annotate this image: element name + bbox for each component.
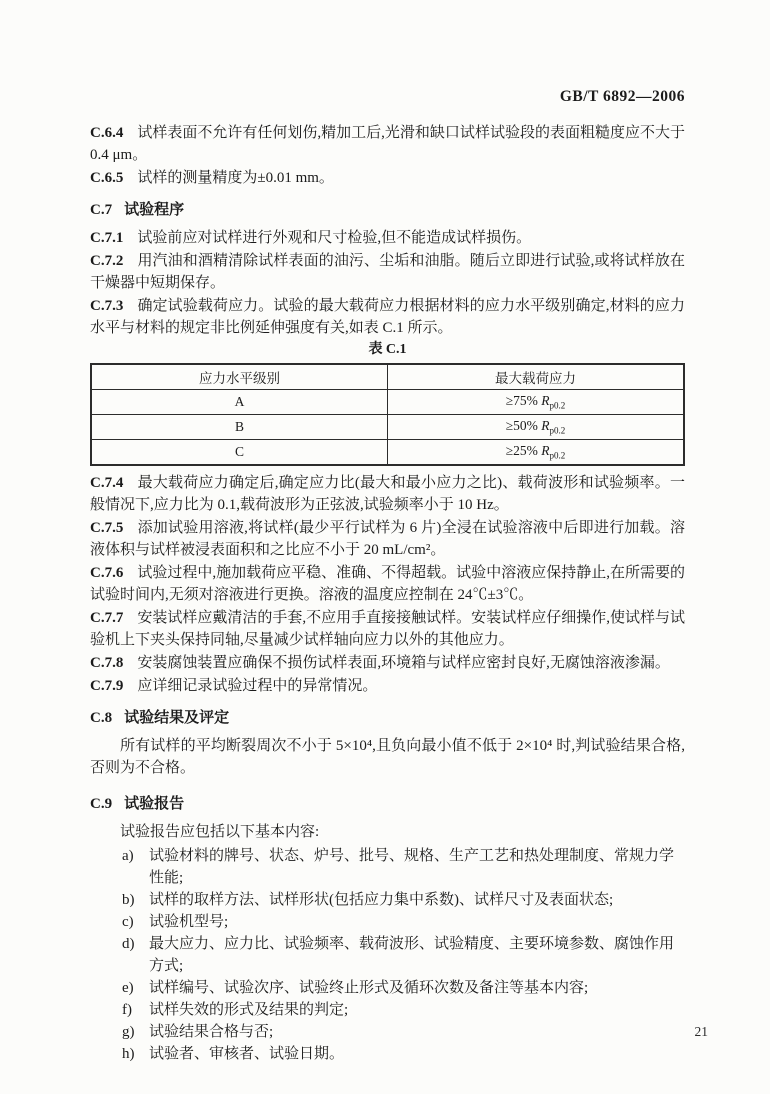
- r-subscript: p0.2: [549, 450, 566, 461]
- list-item-f: [90, 999, 685, 1021]
- list-marker: f): [122, 1002, 132, 1018]
- clause-number: C.7.7: [90, 610, 124, 626]
- list-item-b: [90, 889, 685, 911]
- table-header-max-load-stress: 最大载荷应力: [388, 364, 685, 390]
- doc-code: GB/T 6892—2006: [559, 88, 685, 105]
- clause-text: 应详细记录试验过程中的异常情况。: [137, 678, 378, 694]
- clause-number: C.7.9: [90, 678, 124, 694]
- clause-text: 试验过程中,施加载荷应平稳、准确、不得超载。试验中溶液应保持静止,在所需要的试验时间内,无须对溶液进行更换。溶液的温度应控制在 24℃±3℃。: [90, 565, 685, 603]
- list-marker: e): [122, 980, 134, 996]
- list-marker: g): [122, 1024, 135, 1040]
- clause-c7-4: [90, 472, 685, 516]
- clause-number: C.6.4: [90, 125, 124, 141]
- clause-c7-3: [90, 295, 685, 339]
- r-subscript: p0.2: [549, 425, 566, 436]
- clause-number: C.6.5: [90, 170, 124, 186]
- list-marker: a): [122, 848, 134, 864]
- table-row: [91, 390, 684, 415]
- section-heading-c9: [90, 793, 685, 815]
- clause-text: 添加试验用溶液,将试样(最少平行试样为 6 片)全浸在试验溶液中后即进行加载。溶液体积与试样被浸表面积和之比应不小于 20 mL/cm²。: [90, 520, 685, 558]
- clause-text: 试样表面不允许有任何划伤,精加工后,光滑和缺口试样试验段的表面粗糙度应不大于 0.4 μm。: [90, 125, 685, 163]
- section-title: 试验结果及评定: [124, 710, 230, 726]
- clause-c6-4: [90, 122, 685, 166]
- cell-level: B: [91, 415, 388, 440]
- table-row: [91, 415, 684, 440]
- r-symbol: R: [541, 418, 550, 434]
- section-heading-c8: [90, 707, 685, 729]
- list-marker: b): [122, 892, 135, 908]
- clause-number: C.7.5: [90, 520, 124, 536]
- clause-c7-8: [90, 652, 685, 674]
- table-c1-title: 表 C.1: [368, 342, 407, 357]
- cell-stress: ≥50% $R_{p0.2}$: [388, 415, 685, 440]
- page-number: 21: [694, 1024, 708, 1039]
- list-text: 试验者、审核者、试验日期。: [149, 1046, 345, 1062]
- clause-text: 用汽油和酒精清除试样表面的油污、尘垢和油脂。随后立即进行试验,或将试样放在干燥器中短期保存。: [90, 253, 685, 291]
- list-text: 试验材料的牌号、状态、炉号、批号、规格、生产工艺和热处理制度、常规力学性能;: [149, 848, 675, 886]
- clause-c7-1: [90, 227, 685, 249]
- clause-number: C.7.1: [90, 230, 124, 246]
- clause-c7-5: [90, 517, 685, 561]
- list-item-e: [90, 977, 685, 999]
- list-text: 试样的取样方法、试样形状(包括应力集中系数)、试样尺寸及表面状态;: [149, 892, 614, 908]
- clause-text: 确定试验载荷应力。试验的最大载荷应力根据材料的应力水平级别确定,材料的应力水平与材料的规定非比例延伸强度有关,如表 C.1 所示。: [90, 298, 685, 336]
- list-text: 试样失效的形式及结果的判定;: [149, 1002, 349, 1018]
- clause-number: C.7.6: [90, 565, 124, 581]
- section-number: C.8: [90, 710, 113, 726]
- clause-number: C.7.8: [90, 655, 124, 671]
- cell-level: A: [91, 390, 388, 415]
- section-heading-c7: [90, 199, 685, 221]
- clause-number: C.7.2: [90, 253, 124, 269]
- list-marker: c): [122, 914, 134, 930]
- cell-stress: ≥25% $R_{p0.2}$: [388, 440, 685, 466]
- section-title: 试验报告: [124, 796, 185, 812]
- paragraph-c8-result: 所有试样的平均断裂周次不小于 5×10⁴,且负向最小值不低于 2×10⁴ 时,判试验结果合格,否则为不合格。: [90, 738, 685, 776]
- cell-stress: ≥75% $R_{p0.2}$: [388, 390, 685, 415]
- clause-c6-5: [90, 167, 685, 189]
- list-text: 试验结果合格与否;: [149, 1024, 274, 1040]
- clause-c7-7: [90, 607, 685, 651]
- section-number: C.9: [90, 796, 113, 812]
- table-header-stress-level: 应力水平级别: [91, 364, 388, 390]
- list-text: 试验机型号;: [149, 914, 229, 930]
- r-symbol: R: [541, 443, 550, 459]
- section-number: C.7: [90, 202, 113, 218]
- section-title: 试验程序: [124, 202, 185, 218]
- table-c1: [90, 363, 685, 466]
- clause-number: C.7.4: [90, 475, 124, 491]
- clause-text: 试样的测量精度为±0.01 mm。: [137, 170, 334, 186]
- clause-c7-2: [90, 250, 685, 294]
- r-subscript: p0.2: [549, 400, 566, 411]
- list-item-d: [90, 933, 685, 977]
- cell-level: C: [91, 440, 388, 466]
- list-text: 试样编号、试验次序、试验终止形式及循环次数及备注等基本内容;: [149, 980, 589, 996]
- r-symbol: R: [541, 393, 550, 409]
- clause-text: 最大载荷应力确定后,确定应力比(最大和最小应力之比)、载荷波形和试验频率。一般情况下,应力比为 0.1,载荷波形为正弦波,试验频率小于 10 Hz。: [90, 475, 685, 513]
- list-item-a: [90, 845, 685, 889]
- clause-c7-6: [90, 562, 685, 606]
- table-row: [91, 440, 684, 466]
- list-text: 最大应力、应力比、试验频率、载荷波形、试验精度、主要环境参数、腐蚀作用方式;: [149, 936, 675, 974]
- list-item-g: [90, 1021, 685, 1043]
- clause-c7-9: [90, 675, 685, 697]
- clause-text: 安装腐蚀装置应确保不损伤试样表面,环境箱与试样应密封良好,无腐蚀溶液渗漏。: [137, 655, 670, 671]
- list-item-h: [90, 1043, 685, 1065]
- list-marker: d): [122, 936, 135, 952]
- table-header-row: [91, 364, 684, 390]
- clause-text: 试验前应对试样进行外观和尺寸检验,但不能造成试样损伤。: [137, 230, 532, 246]
- list-marker: h): [122, 1046, 135, 1062]
- paragraph-c9-intro: 试验报告应包括以下基本内容:: [120, 824, 320, 840]
- report-content-list: [90, 845, 685, 1065]
- clause-number: C.7.3: [90, 298, 124, 314]
- list-item-c: [90, 911, 685, 933]
- clause-text: 安装试样应戴清洁的手套,不应用手直接接触试样。安装试样应仔细操作,使试样与试验机上下夹头保持同轴,尽量减少试样轴向应力以外的其他应力。: [90, 610, 685, 648]
